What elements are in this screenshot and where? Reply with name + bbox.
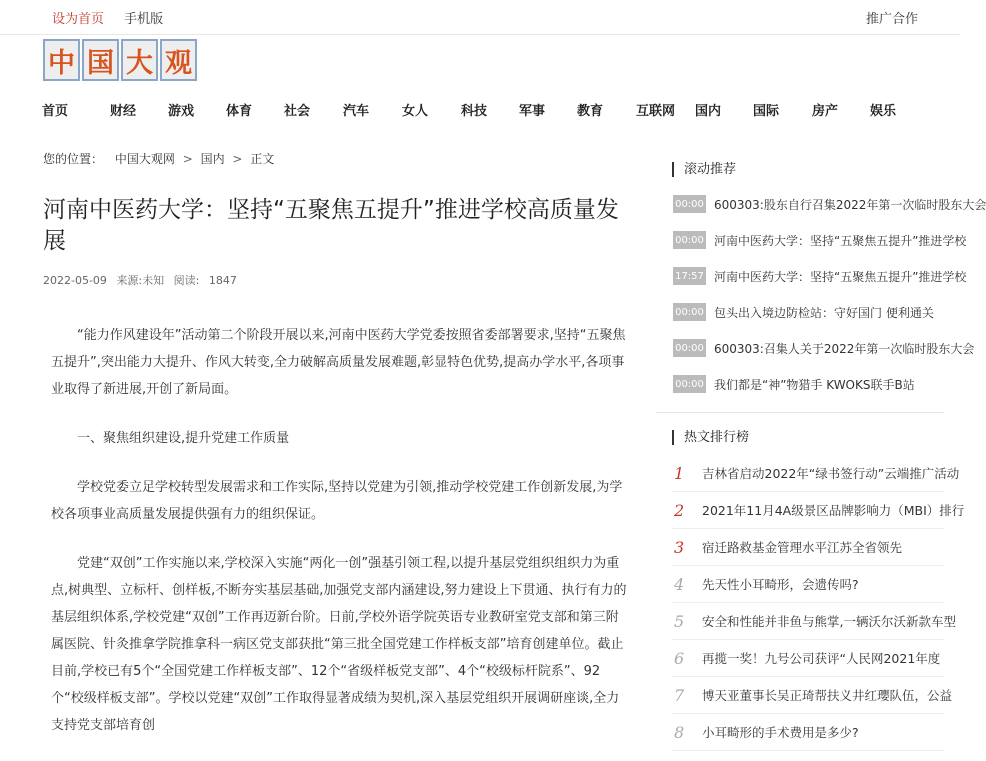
- list-item[interactable]: [673, 266, 967, 286]
- nav-item-military[interactable]: 军事: [519, 104, 546, 119]
- rank-number: 5: [674, 611, 685, 631]
- article-paragraph: “能力作风建设年”活动第二个阶段开展以来,河南中医药大学党委按照省委部署要求,坚持“五聚焦五提升”,突出能力大提升、作风大转变,全力破解高质量发展难题,彰显特色优势,提高办学水平,各项事业取得了新进展,开创了新局面。: [51, 328, 626, 397]
- nav-item-sports[interactable]: 体育: [226, 104, 253, 119]
- item-link[interactable]: 吉林省启动2022年“绿书签行动”云端推广活动: [702, 466, 960, 481]
- item-link[interactable]: 包头出入境边防检站：守好国门 便利通关: [714, 305, 934, 320]
- article-meta: [43, 272, 243, 288]
- rank-number: 7: [674, 685, 685, 705]
- nav-item-games[interactable]: 游戏: [168, 104, 195, 119]
- nav-item-international[interactable]: 国际: [753, 104, 780, 119]
- list-item[interactable]: [673, 338, 975, 358]
- hot-articles-panel: [656, 430, 944, 445]
- item-time: 00:00: [673, 231, 706, 249]
- article-body: [51, 322, 629, 761]
- item-link[interactable]: 小耳畸形的手术费用是多少?: [702, 725, 859, 740]
- item-link[interactable]: 先天性小耳畸形，会遗传吗?: [702, 577, 859, 592]
- breadcrumb-label: 您的位置：: [43, 152, 104, 166]
- item-time: 17:57: [673, 267, 706, 285]
- top-bar: [0, 0, 960, 35]
- top-bar-left: [52, 8, 179, 27]
- rank-number: 1: [674, 463, 685, 483]
- rolling-recommend-title: 滚动推荐: [672, 162, 944, 177]
- item-link[interactable]: 600303:召集人关于2022年第一次临时股东大会: [714, 341, 975, 356]
- list-item[interactable]: [672, 529, 944, 566]
- item-time: 00:00: [673, 303, 706, 321]
- item-time: 00:00: [673, 195, 706, 213]
- promote-link[interactable]: 推广合作: [865, 12, 918, 27]
- logo-char-2: 国: [82, 39, 119, 81]
- item-link[interactable]: 河南中医药大学：坚持“五聚焦五提升”推进学校: [714, 233, 967, 248]
- rank-number: 2: [674, 500, 685, 520]
- hot-articles-title: 热文排行榜: [672, 430, 944, 445]
- rank-number: 4: [674, 574, 685, 594]
- sidebar-divider: [656, 412, 944, 413]
- item-link[interactable]: 我们都是“神”物猎手 KWOKS联手B站: [714, 377, 915, 392]
- rank-number: 8: [674, 722, 685, 742]
- item-link[interactable]: 安全和性能并非鱼与熊掌,一辆沃尔沃新款车型: [702, 614, 956, 629]
- breadcrumb-current: 正文: [250, 152, 275, 166]
- item-link[interactable]: 河南中医药大学：坚持“五聚焦五提升”推进学校: [714, 269, 967, 284]
- article-source: 来源:未知: [116, 274, 165, 287]
- site-logo[interactable]: [43, 39, 197, 81]
- rank-number: 3: [674, 537, 685, 557]
- list-item[interactable]: [672, 640, 944, 677]
- article-title: 河南中医药大学：坚持“五聚焦五提升”推进学校高质量发展: [43, 197, 619, 254]
- main-nav: [42, 100, 922, 120]
- logo-char-1: 中: [43, 39, 80, 81]
- article-date: 2022-05-09: [43, 274, 107, 287]
- article-paragraph: 党建“双创”工作实施以来,学校深入实施“两化一创”强基引领工程,以提升基层党组织组织力为重点,树典型、立标杆、创样板,不断夯实基层基础,加强党支部内涵建设,努力建设上下贯通、执行有力的基层组织体系,学校党建“双创”工作再迈新台阶。日前,学校外语学院英语专业教研室党支部和第三附属医院、针灸推拿学院推拿科一病区党支部获批“第三批全国党建工作样板支部”培育创建单位。截止目前,学校已有5个“全国党建工作样板支部”、12个“省级样板党支部”、4个“校级标杆院系”、92个“校级样板支部”。学校以党建“双创”工作取得显著成绩为契机,深入基层党组织开展调研座谈,全力支持党支部培育创: [51, 556, 627, 733]
- list-item[interactable]: [672, 714, 944, 751]
- logo-char-4: 观: [160, 39, 197, 81]
- list-item[interactable]: [673, 194, 986, 214]
- article-views-label: 阅读:: [173, 274, 200, 287]
- nav-item-entertainment[interactable]: 娱乐: [870, 104, 897, 119]
- rolling-recommend-panel: [656, 162, 944, 177]
- mobile-version-link[interactable]: 手机版: [124, 12, 164, 27]
- nav-item-home[interactable]: 首页: [42, 104, 69, 119]
- nav-item-tech[interactable]: 科技: [461, 104, 488, 119]
- nav-item-domestic[interactable]: 国内: [695, 104, 722, 119]
- logo-char-3: 大: [121, 39, 158, 81]
- item-link[interactable]: 博天亚董事长吴正琦帮扶义井红瓔队伍，公益: [702, 688, 953, 703]
- nav-item-auto[interactable]: 汽车: [343, 104, 370, 119]
- nav-item-women[interactable]: 女人: [402, 104, 429, 119]
- breadcrumb-home[interactable]: 中国大观网: [114, 152, 175, 166]
- breadcrumb: [43, 150, 274, 167]
- breadcrumb-domestic[interactable]: 国内: [200, 152, 225, 166]
- set-home-link[interactable]: 设为首页: [52, 12, 105, 27]
- item-link[interactable]: 600303:股东自行召集2022年第一次临时股东大会: [714, 197, 986, 212]
- item-link[interactable]: 宿迁路救基金管理水平江苏全省领先: [702, 540, 903, 555]
- item-link[interactable]: 2021年11月4A级景区品牌影响力（MBI）排行: [702, 503, 965, 518]
- item-link[interactable]: 再揽一奖！九号公司获评“人民网2021年度: [702, 651, 941, 666]
- list-item[interactable]: [673, 374, 943, 394]
- nav-item-realestate[interactable]: 房产: [812, 104, 839, 119]
- list-item[interactable]: [672, 455, 960, 492]
- list-item[interactable]: [673, 230, 967, 250]
- nav-item-society[interactable]: 社会: [284, 104, 311, 119]
- item-time: 00:00: [673, 375, 706, 393]
- breadcrumb-sep: >: [232, 152, 243, 166]
- nav-item-finance[interactable]: 财经: [110, 104, 137, 119]
- rank-number: 6: [674, 648, 685, 668]
- item-time: 00:00: [673, 339, 706, 357]
- list-item[interactable]: [672, 492, 965, 529]
- article-views: 1847: [208, 274, 237, 287]
- nav-item-internet[interactable]: 互联网: [636, 104, 676, 119]
- article-section-heading: 一、聚焦组织建设,提升党建工作质量: [77, 431, 290, 446]
- list-item[interactable]: [672, 603, 956, 640]
- nav-item-education[interactable]: 教育: [577, 104, 604, 119]
- article-paragraph: 学校党委立足学校转型发展需求和工作实际,坚持以党建为引领,推动学校党建工作创新发展,为学校各项事业高质量发展提供强有力的组织保证。: [51, 480, 623, 522]
- list-item[interactable]: [672, 677, 953, 714]
- list-item[interactable]: [673, 302, 943, 322]
- list-item[interactable]: [672, 566, 944, 603]
- breadcrumb-sep: >: [182, 152, 193, 166]
